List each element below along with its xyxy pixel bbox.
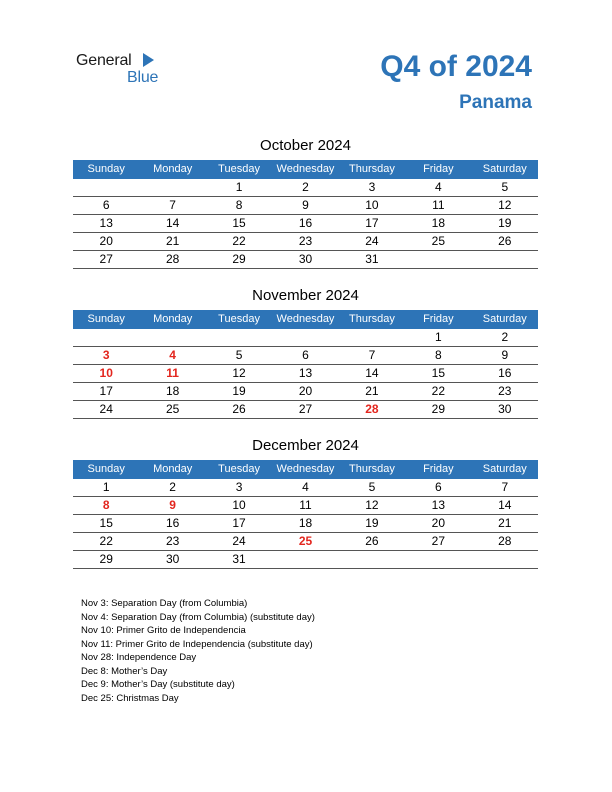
week-row <box>73 233 538 251</box>
day-cell: 1 <box>435 330 442 344</box>
week-row <box>73 551 538 569</box>
empty-day-cell <box>272 329 338 346</box>
empty-day-cell <box>472 251 538 268</box>
weekday-label: Monday <box>153 313 193 325</box>
empty-day-cell <box>206 329 272 346</box>
day-cell: 27 <box>298 402 313 416</box>
page-title: Q4 of 2024 <box>380 50 532 83</box>
weekday-header <box>73 160 538 179</box>
day-cell: 28 <box>498 534 512 548</box>
day-cell: 5 <box>368 480 376 494</box>
day-cell: 15 <box>232 216 246 230</box>
weekday-label: Sunday <box>87 463 125 475</box>
day-cell: 11 <box>299 498 312 512</box>
empty-day-cell <box>405 251 471 268</box>
day-cell: 2 <box>169 480 176 494</box>
day-cell: 13 <box>99 216 113 230</box>
day-cell: 26 <box>365 534 379 548</box>
day-cell: 5 <box>501 180 509 194</box>
day-cell: 4 <box>435 180 442 194</box>
day-cell: 19 <box>365 516 379 530</box>
day-cell: 30 <box>298 252 313 266</box>
day-cell: 12 <box>365 498 379 512</box>
weekday-label: Thursday <box>348 463 395 475</box>
week-row <box>73 365 538 383</box>
empty-day-cell <box>339 329 405 346</box>
weekday-label: Saturday <box>482 313 527 325</box>
day-cell: 6 <box>435 480 442 494</box>
weekday-label: Sunday <box>87 163 125 175</box>
day-cell: 10 <box>99 366 113 380</box>
week-row <box>73 497 538 515</box>
day-cell: 27 <box>99 252 113 266</box>
day-cell: 17 <box>365 216 379 230</box>
day-cell: 18 <box>165 384 180 398</box>
day-cell: 18 <box>298 516 313 530</box>
day-cell: 17 <box>232 516 246 530</box>
day-cell: 3 <box>368 180 376 194</box>
weekday-label: Saturday <box>482 463 527 475</box>
day-cell: 24 <box>365 234 379 248</box>
empty-day-cell <box>272 551 338 568</box>
day-cell: 9 <box>501 348 509 362</box>
day-cell: 26 <box>498 234 512 248</box>
day-cell: 24 <box>99 402 113 416</box>
brand-logo <box>76 52 176 92</box>
weekday-label: Friday <box>423 163 454 175</box>
day-cell: 29 <box>99 552 113 566</box>
day-cell: 21 <box>365 384 379 398</box>
weekday-label: Friday <box>423 313 454 325</box>
day-cell: 4 <box>169 348 176 362</box>
day-cell: 9 <box>169 498 176 512</box>
day-cell: 13 <box>431 498 446 512</box>
day-cell: 21 <box>498 516 512 530</box>
day-cell: 1 <box>102 480 110 494</box>
day-cell: 2 <box>302 180 309 194</box>
day-cell: 14 <box>498 498 512 512</box>
week-row <box>73 479 538 497</box>
logo-text-blue: Blue <box>127 69 159 86</box>
day-cell: 31 <box>365 252 379 266</box>
day-cell: 16 <box>165 516 180 530</box>
day-cell: 14 <box>365 366 379 380</box>
day-cell: 3 <box>235 480 243 494</box>
day-cell: 16 <box>298 216 313 230</box>
day-cell: 12 <box>498 198 512 212</box>
empty-day-cell <box>73 179 139 196</box>
day-cell: 8 <box>102 498 110 512</box>
week-row <box>73 179 538 197</box>
empty-day-cell <box>73 329 139 346</box>
weekday-label: Wednesday <box>276 463 335 475</box>
day-cell: 29 <box>232 252 246 266</box>
day-cell: 30 <box>498 402 512 416</box>
weekday-label: Sunday <box>87 313 125 325</box>
holiday-note: Dec 25: Christmas Day <box>81 692 179 704</box>
weekday-label: Tuesday <box>218 313 260 325</box>
day-cell: 5 <box>235 348 243 362</box>
day-cell: 12 <box>232 366 246 380</box>
day-cell: 15 <box>431 366 446 380</box>
weekday-label: Tuesday <box>218 463 260 475</box>
day-cell: 23 <box>165 534 180 548</box>
day-cell: 22 <box>232 234 246 248</box>
day-cell: 6 <box>302 348 309 362</box>
month-title: December 2024 <box>252 437 359 454</box>
weekday-label: Tuesday <box>218 163 260 175</box>
holiday-note: Nov 3: Separation Day (from Columbia) <box>81 598 248 609</box>
day-cell: 16 <box>498 366 512 380</box>
day-cell: 4 <box>302 480 309 494</box>
week-row <box>73 401 538 419</box>
day-cell: 31 <box>232 552 246 566</box>
day-cell: 20 <box>431 516 446 530</box>
empty-day-cell <box>139 329 205 346</box>
month-november <box>73 286 538 419</box>
day-cell: 20 <box>298 384 313 398</box>
holiday-note: Dec 8: Mother’s Day <box>81 665 168 677</box>
holiday-note: Nov 4: Separation Day (from Columbia) (substitute day) <box>81 611 315 623</box>
day-cell: 7 <box>169 198 176 212</box>
month-title: November 2024 <box>252 287 359 304</box>
day-cell: 6 <box>102 198 110 212</box>
day-cell: 22 <box>99 534 113 548</box>
day-cell: 10 <box>365 198 379 212</box>
weekday-label: Monday <box>153 163 193 175</box>
day-cell: 7 <box>501 480 509 494</box>
day-cell: 22 <box>431 384 446 398</box>
day-cell: 25 <box>431 234 446 248</box>
week-row <box>73 197 538 215</box>
week-row <box>73 533 538 551</box>
day-cell: 11 <box>432 198 445 212</box>
week-row <box>73 329 538 347</box>
day-cell: 29 <box>431 402 446 416</box>
weekday-label: Saturday <box>482 163 527 175</box>
day-cell: 10 <box>232 498 246 512</box>
day-cell: 25 <box>298 534 313 548</box>
weekday-header <box>73 460 538 479</box>
day-cell: 30 <box>165 552 180 566</box>
holiday-note: Nov 10: Primer Grito de Independencia <box>81 625 246 636</box>
day-cell: 28 <box>165 252 180 266</box>
day-cell: 14 <box>165 216 180 230</box>
empty-day-cell <box>472 551 538 568</box>
day-cell: 18 <box>431 216 446 230</box>
week-row <box>73 251 538 269</box>
day-cell: 9 <box>302 198 309 212</box>
holiday-note: Dec 9: Mother’s Day (substitute day) <box>81 679 235 690</box>
country-name: Panama <box>459 92 532 113</box>
day-cell: 23 <box>298 234 313 248</box>
day-cell: 21 <box>165 234 180 248</box>
empty-day-cell <box>139 179 205 196</box>
holiday-note: Nov 11: Primer Grito de Independencia (substitute day) <box>81 638 313 650</box>
week-row <box>73 383 538 401</box>
month-title: October 2024 <box>260 137 351 154</box>
holiday-notes <box>81 597 315 705</box>
day-cell: 17 <box>99 384 113 398</box>
day-cell: 24 <box>232 534 246 548</box>
weekday-label: Monday <box>153 463 193 475</box>
day-cell: 26 <box>232 402 246 416</box>
day-cell: 11 <box>166 366 179 380</box>
weekday-label: Thursday <box>348 163 395 175</box>
weekday-label: Friday <box>423 463 454 475</box>
week-row <box>73 347 538 365</box>
month-december <box>73 436 538 569</box>
weekday-label: Thursday <box>348 313 395 325</box>
day-cell: 23 <box>498 384 512 398</box>
holiday-note: Nov 28: Independence Day <box>81 652 197 663</box>
day-cell: 8 <box>435 348 442 362</box>
weekday-label: Wednesday <box>276 163 335 175</box>
day-cell: 3 <box>102 348 110 362</box>
logo-text-general: General <box>76 52 132 69</box>
day-cell: 25 <box>165 402 180 416</box>
logo-triangle-icon <box>143 53 154 67</box>
month-october <box>73 136 538 269</box>
empty-day-cell <box>405 551 471 568</box>
day-cell: 19 <box>498 216 512 230</box>
day-cell: 2 <box>501 330 509 344</box>
empty-day-cell <box>339 551 405 568</box>
day-cell: 1 <box>235 180 243 194</box>
weekday-header <box>73 310 538 329</box>
week-row <box>73 215 538 233</box>
day-cell: 28 <box>365 402 379 416</box>
day-cell: 27 <box>431 534 446 548</box>
week-row <box>73 515 538 533</box>
day-cell: 15 <box>99 516 113 530</box>
day-cell: 20 <box>99 234 113 248</box>
weekday-label: Wednesday <box>276 313 335 325</box>
day-cell: 13 <box>298 366 313 380</box>
day-cell: 8 <box>235 198 243 212</box>
day-cell: 19 <box>232 384 246 398</box>
day-cell: 7 <box>368 348 376 362</box>
